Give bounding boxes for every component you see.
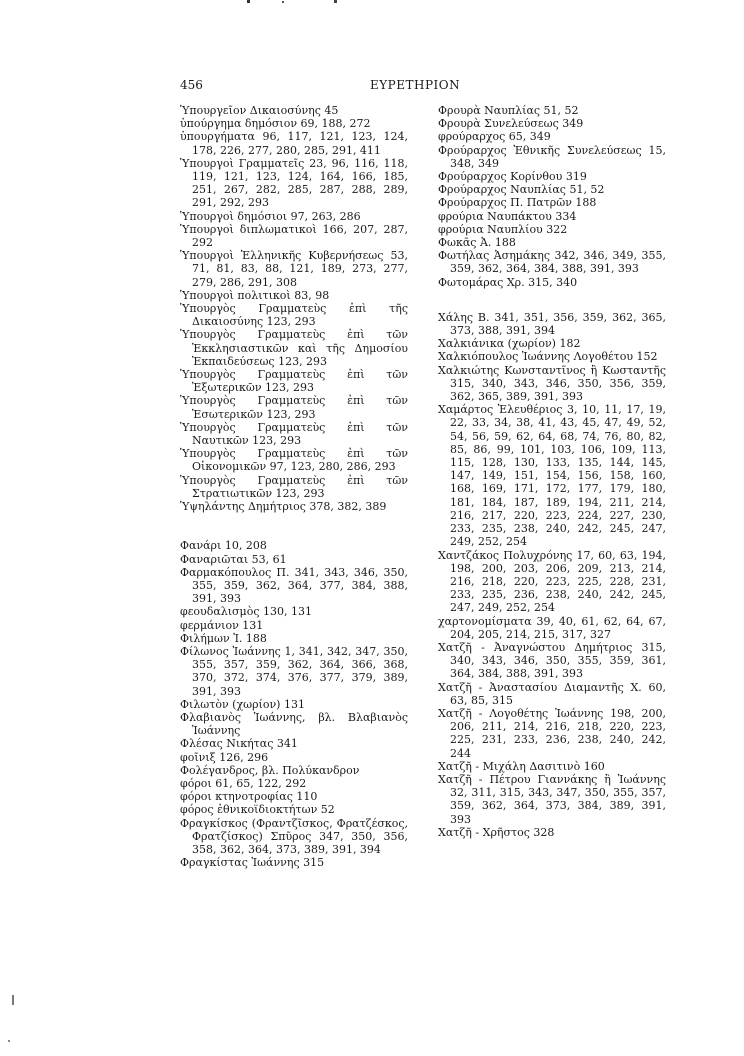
index-entry: Ὑπουργὸς Γραμματεὺς ἐπὶ τῶν Ναυτικῶν 123, 293 (180, 420, 408, 448)
index-entry: Φανάρι 10, 208 (180, 539, 267, 553)
index-entry: Φωκᾶς Ἀ. 188 (438, 236, 516, 250)
index-entry: Χατζῆ - Ἀναγνώστου Δημήτριος 315, 340, 343, 346, 350, 355, 359, 361, 364, 384, 388, 391, 393 (438, 640, 666, 681)
section-gap (180, 513, 408, 539)
index-column-left (180, 104, 408, 869)
index-entry: Χαλκιώτης Κωνσταντῖνος ἢ Κωσταντῆς 315, 340, 343, 346, 350, 356, 359, 362, 365, 389, 391, 393 (438, 363, 666, 404)
index-entry: Φρούραρχος Π. Πατρῶν 188 (438, 196, 597, 210)
index-entry: Χαμάρτος Ἐλευθέριος 3, 10, 11, 17, 19, 22, 33, 34, 38, 41, 43, 45, 47, 49, 52, 54, 56, 59, 62, 64, 68, 74, 76, 80, 82, 85, 86, 99, 101, 103, 106, 109, 113, 115, 128, 130, 133, 135, 144, 145, 147, 149, 151, 154, 156, 158, 160, 168, 169, 171, 172, 177, 179, 180, 181, 184, 187, 189, 194, 211, 214, 216, 217, 220, 223, 224, 227, 230, 233, 235, 238, 240, 242, 245, 247, 249, 252, 254 (438, 403, 666, 549)
index-entry: Ὑπουργοὶ Ἑλληνικῆς Κυβερνήσεως 53, 71, 81, 83, 88, 121, 189, 273, 277, 279, 286, 291, 308 (180, 249, 408, 289)
index-entry: Ὑπουργὸς Γραμματεὺς ἐπὶ τῶν Οἰκονομικῶν 97, 123, 280, 286, 293 (180, 447, 408, 474)
index-entry: Φωτομάρας Χρ. 315, 340 (438, 275, 578, 289)
index-entry: Φλαβιανὸς Ἰωάννης, βλ. Βλαβιανὸς Ἰωάννης (180, 710, 408, 738)
index-entry: Χατζῆ - Λογοθέτης Ἰωάννης 198, 200, 206, 211, 214, 216, 218, 220, 223, 225, 231, 233, 236, 238, 240, 242, 244 (438, 706, 666, 760)
index-entry: Ὑπουργοὶ διπλωματικοὶ 166, 207, 287, 292 (180, 222, 408, 250)
index-entry: φοῖνιξ 126, 296 (180, 750, 269, 764)
index-entry: Φιλήμων Ἰ. 188 (180, 631, 267, 645)
index-entry: Ὑπουργοὶ πολιτικοὶ 83, 98 (180, 288, 330, 302)
index-entry: Χαντζάκος Πολυχρόνης 17, 60, 63, 194, 198, 200, 203, 206, 209, 213, 214, 216, 218, 220, 223, 225, 228, 231, 233, 235, 236, 238, 240, 242, 245, 247, 249, 252, 254 (438, 548, 666, 615)
index-entry: Ὑπουργοὶ Γραμματεῖς 23, 96, 116, 118, 119, 121, 123, 124, 164, 166, 185, 251, 267, 282, 285, 287, 288, 289, 291, 292, 293 (180, 156, 408, 210)
index-entry: Φρουρὰ Συνελεύσεως 349 (438, 117, 584, 131)
index-entry: φόροι κτηνοτροφίας 110 (180, 790, 318, 804)
index-entry: Φρούραρχος Κορίνθου 319 (438, 170, 587, 184)
index-entry: Ὑπουργὸς Γραμματεὺς ἐπὶ τῆς Δικαιοσύνης 123, 293 (180, 302, 408, 329)
index-entry: Φραγκίσκος (Φραντζῖσκος, Φρατζέσκος, Φρατζίσκος) Σπῦρος 347, 350, 356, 358, 362, 364, 373, 389, 391, 394 (180, 816, 408, 856)
index-column-right (438, 104, 666, 839)
index-entry: Φαρμακόπουλος Π. 341, 343, 346, 350, 355, 359, 362, 364, 377, 384, 388, 391, 393 (180, 565, 408, 606)
index-entry: Φλέσας Νικήτας 341 (180, 737, 298, 751)
index-entry: Ὑπουργοὶ δημόσιοι 97, 263, 286 (180, 209, 361, 223)
index-entry: Φολέγανδρος, βλ. Πολύκανδρον (180, 763, 360, 777)
index-entry: Χατζῆ - Μιχάλη Δασιτινὸ 160 (438, 759, 605, 773)
index-entry: Φωτήλας Ἀσημάκης 342, 346, 349, 355, 359, 362, 364, 384, 388, 391, 393 (438, 249, 666, 276)
section-gap (438, 289, 666, 311)
index-entry: Φίλωνος Ἰωάννης 1, 341, 342, 347, 350, 355, 357, 359, 362, 364, 366, 368, 370, 372, 374, 376, 377, 379, 389, 391, 393 (180, 644, 408, 698)
index-entry: Ὑπουργὸς Γραμματεὺς ἐπὶ τῶν Ἐξωτερικῶν 123, 293 (180, 368, 408, 395)
index-entry: Φρουρὰ Ναυπλίας 51, 52 (438, 104, 579, 117)
index-entry: φρούρια Ναυπλίου 322 (438, 222, 568, 236)
index-entry: ὑπούργημα δημόσιον 69, 188, 272 (180, 117, 371, 131)
index-entry: χαρτονομίσματα 39, 40, 61, 62, 64, 67, 204, 205, 214, 215, 317, 327 (438, 614, 666, 641)
index-entry: Ὑψηλάντης Δημήτριος 378, 382, 389 (180, 500, 387, 514)
index-entry: Χάλης Β. 341, 351, 356, 359, 362, 365, 373, 388, 391, 394 (438, 310, 666, 338)
index-entry: Φρούραρχος Ναυπλίας 51, 52 (438, 183, 605, 197)
index-entry: Χατζῆ - Χρῆστος 328 (438, 825, 555, 839)
index-entry: Χατζῆ - Ἀναστασίου Διαμαντῆς Χ. 60, 63, 85, 315 (438, 680, 666, 707)
index-entry: Φιλωτὸν (χωρίον) 131 (180, 697, 305, 711)
index-entry: φεουδαλισμὸς 130, 131 (180, 605, 312, 619)
index-entry: Φραγκίστας Ἰωάννης 315 (180, 856, 325, 870)
index-entry: φόρος ἐθνικοϊδιοκτήτων 52 (180, 803, 335, 817)
index-entry: Ὑπουργὸς Γραμματεὺς ἐπὶ τῶν Ἐκκλησιαστικῶν καὶ τῆς Δημοσίου Ἐκπαιδεύσεως 123, 293 (180, 328, 408, 368)
index-entry: φερμάνιον 131 (180, 618, 264, 632)
index-entry: Φρούραρχος Ἐθνικῆς Συνελεύσεως 15, 348, 349 (438, 143, 666, 170)
index-entry: φρούρια Ναυπάκτου 334 (438, 209, 577, 223)
index-entry: ὑπουργήματα 96, 117, 121, 123, 124, 178, 226, 277, 280, 285, 291, 411 (180, 130, 408, 157)
index-entry: φρούραρχος 65, 349 (438, 130, 551, 144)
index-entry: Ὑπουργὸς Γραμματεὺς ἐπὶ τῶν Ἐσωτερικῶν 123, 293 (180, 394, 408, 421)
index-entry: Χαλκιάνικα (χωρίον) 182 (438, 337, 581, 351)
index-entry: Χαλκιόπουλος Ἰωάννης Λογοθέτου 152 (438, 350, 658, 364)
index-entry: φόροι 61, 65, 122, 292 (180, 776, 307, 790)
index-entry: Φαναριῶται 53, 61 (180, 552, 287, 566)
page-number: 456 (180, 78, 203, 92)
index-entry: Χατζῆ - Πέτρου Γιαννάκης ἢ Ἰωάννης 32, 311, 315, 343, 347, 350, 355, 357, 359, 362, 364, 373, 384, 389, 391, 393 (438, 772, 666, 826)
index-entry: Ὑπουργὸς Γραμματεὺς ἐπὶ τῶν Στρατιωτικῶν 123, 293 (180, 473, 408, 500)
index-entry: Ὑπουργεῖον Δικαιοσύνης 45 (180, 104, 339, 117)
page-title: ΕΥΡΕΤΗΡΙΟΝ (370, 78, 461, 92)
